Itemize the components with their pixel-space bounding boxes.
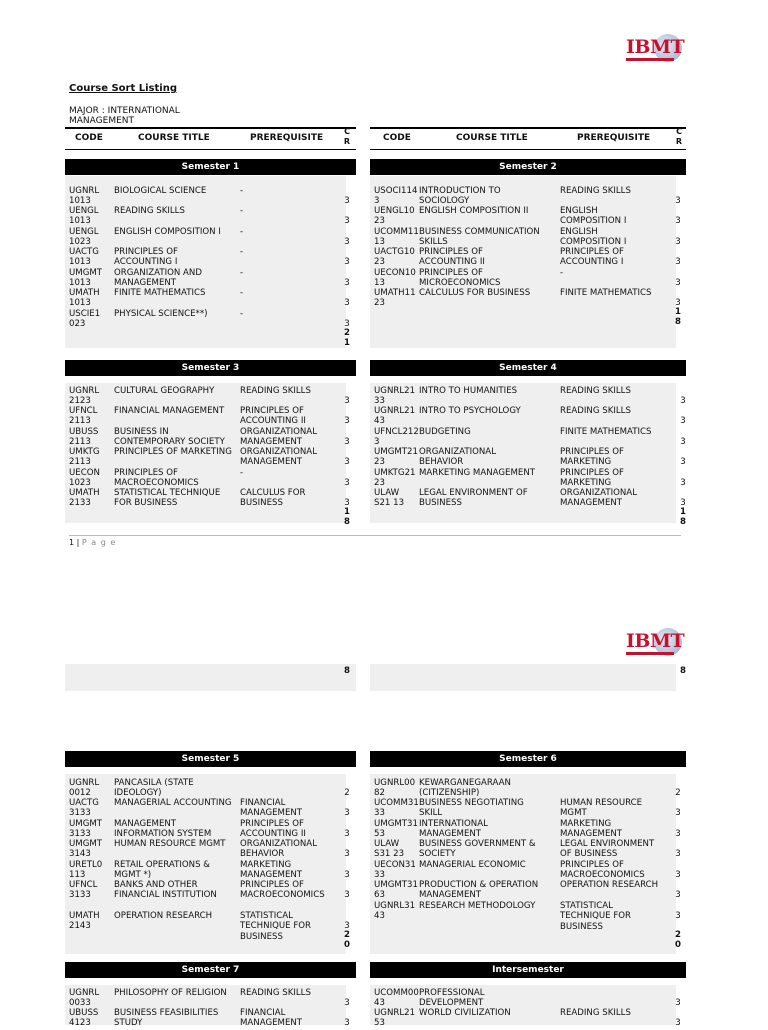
course-credit: 3 xyxy=(680,478,686,488)
course-prerequisite: ORGANIZATIONAL BEHAVIOR xyxy=(240,839,317,860)
course-code: URETL0 113 xyxy=(69,860,103,881)
course-prerequisite: FINITE MATHEMATICS xyxy=(560,288,652,298)
course-title: PRINCIPLES OF MACROECONOMICS xyxy=(114,468,199,489)
course-title: PRINCIPLES OF ACCOUNTING II xyxy=(419,247,485,268)
semester-header-s4: Semester 4 xyxy=(370,360,686,376)
course-prerequisite: - xyxy=(240,288,244,298)
course-code: USCIE1 023 xyxy=(69,309,101,330)
course-code: UFNCL212 3 xyxy=(374,427,419,448)
course-row xyxy=(69,778,352,800)
course-prerequisite: - xyxy=(240,268,244,278)
course-credit: 3 xyxy=(344,1018,350,1028)
course-credit: 3 xyxy=(344,396,350,406)
course-title: MANAGERIAL ACCOUNTING xyxy=(114,798,232,808)
course-prerequisite: - xyxy=(240,206,244,216)
course-row xyxy=(374,247,682,269)
course-code: UMGMT 1013 xyxy=(69,268,103,289)
course-title: CALCULUS FOR BUSINESS xyxy=(419,288,531,298)
course-row xyxy=(374,880,682,902)
course-code: UMGMT31 53 xyxy=(374,819,418,840)
course-row xyxy=(69,880,352,902)
course-title: BIOLOGICAL SCIENCE xyxy=(114,186,207,196)
logo-underline xyxy=(626,652,674,655)
course-credit: 3 xyxy=(344,237,350,247)
course-title: FINITE MATHEMATICS xyxy=(114,288,206,298)
course-row xyxy=(69,227,352,249)
course-prerequisite: PRINCIPLES OF MARKETING xyxy=(560,447,624,468)
course-code: UACTG 1013 xyxy=(69,247,99,268)
course-code: UCOMM11 13 xyxy=(374,227,419,248)
course-row xyxy=(374,227,682,249)
course-credit: 3 xyxy=(344,319,350,329)
course-prerequisite: READING SKILLS xyxy=(560,386,631,396)
course-code: ULAW S31 23 xyxy=(374,839,405,860)
course-credit: 3 xyxy=(344,196,350,206)
course-title: OPERATION RESEARCH xyxy=(114,911,213,921)
course-title: ENGLISH COMPOSITION II xyxy=(419,206,529,216)
course-code: UMATH 2133 xyxy=(69,488,100,509)
carry-box-left xyxy=(65,664,356,691)
course-code: ULAW S21 13 xyxy=(374,488,405,509)
course-code: UECON31 33 xyxy=(374,860,416,881)
course-prerequisite: FINITE MATHEMATICS xyxy=(560,427,652,437)
course-code: UCOMM00 43 xyxy=(374,988,419,1009)
course-row xyxy=(374,488,686,510)
course-row xyxy=(374,186,682,208)
course-code: UGNRL 2123 xyxy=(69,386,100,407)
course-title: INTRO TO HUMANITIES xyxy=(419,386,518,396)
course-prerequisite: READING SKILLS xyxy=(240,988,311,998)
course-row xyxy=(374,386,686,408)
course-row xyxy=(374,447,686,469)
course-credit: 3 xyxy=(675,870,681,880)
course-prerequisite: CALCULUS FOR BUSINESS xyxy=(240,488,306,509)
course-code: UMGMT 3143 xyxy=(69,839,103,860)
course-title: BUSINESS COMMUNICATION SKILLS xyxy=(419,227,540,248)
course-prerequisite: PRINCIPLES OF MACROECONOMICS xyxy=(240,880,325,901)
course-title: FINANCIAL MANAGEMENT xyxy=(114,406,225,416)
course-row xyxy=(69,798,352,820)
semester-header-s3: Semester 3 xyxy=(65,360,356,376)
course-code: UFNCL 3133 xyxy=(69,880,98,901)
semester-header-s7: Semester 7 xyxy=(65,962,356,978)
course-code: UGNRL 0012 xyxy=(69,778,100,799)
semester-total-s6: 2 0 xyxy=(675,930,681,951)
course-credit: 3 xyxy=(680,396,686,406)
semester-header-s2: Semester 2 xyxy=(370,159,686,175)
course-row xyxy=(69,288,352,310)
major-label: MAJOR : INTERNATIONAL MANAGEMENT xyxy=(69,106,180,126)
course-credit: 3 xyxy=(344,921,350,931)
course-credit: 3 xyxy=(344,257,350,267)
table-header-left xyxy=(65,127,356,150)
course-prerequisite: FINANCIAL MANAGEMENT xyxy=(240,1008,303,1029)
course-credit: 3 xyxy=(344,498,350,508)
header-prerequisite: PREREQUISITE xyxy=(577,133,651,143)
course-credit: 3 xyxy=(680,498,686,508)
course-row xyxy=(374,288,682,310)
course-code: UECON10 13 xyxy=(374,268,416,289)
course-code: UGNRL31 43 xyxy=(374,901,416,922)
course-code: UGNRL21 33 xyxy=(374,386,416,407)
course-prerequisite: READING SKILLS xyxy=(560,186,631,196)
course-prerequisite: - xyxy=(240,247,244,257)
course-credit: 2 xyxy=(675,788,681,798)
course-prerequisite: STATISTICAL TECHNIQUE FOR BUSINESS xyxy=(240,911,311,942)
course-row xyxy=(69,488,352,510)
course-code: UGNRL 1013 xyxy=(69,186,100,207)
course-title: RETAIL OPERATIONS & MGMT *) xyxy=(114,860,210,881)
course-prerequisite: - xyxy=(240,468,244,478)
course-row xyxy=(69,268,352,290)
course-title: RESEARCH METHODOLOGY xyxy=(419,901,536,911)
course-prerequisite: ORGANIZATIONAL MANAGEMENT xyxy=(240,447,317,468)
course-code: UECON 1023 xyxy=(69,468,100,489)
course-credit: 3 xyxy=(680,416,686,426)
course-credit: 3 xyxy=(344,829,350,839)
page-footer xyxy=(69,538,116,547)
course-title: INTRODUCTION TO SOCIOLOGY xyxy=(419,186,501,207)
course-code: UMATH11 23 xyxy=(374,288,416,309)
semester-header-inter: Intersemester xyxy=(370,962,686,978)
course-title: LEGAL ENVIRONMENT OF BUSINESS xyxy=(419,488,528,509)
course-credit: 3 xyxy=(675,237,681,247)
course-code: UGNRL00 82 xyxy=(374,778,416,799)
logo-text: IBMT xyxy=(626,630,685,652)
course-code: UMATH 2143 xyxy=(69,911,100,932)
course-credit: 3 xyxy=(344,216,350,226)
course-row xyxy=(374,988,682,1010)
course-code: UMGMT 3133 xyxy=(69,819,103,840)
course-title: BUSINESS IN CONTEMPORARY SOCIETY xyxy=(114,427,225,448)
course-prerequisite: - xyxy=(560,268,564,278)
course-code: UENGL 1023 xyxy=(69,227,99,248)
course-prerequisite: PRINCIPLES OF ACCOUNTING I xyxy=(560,247,624,268)
footer-rule xyxy=(69,535,681,536)
table-header-right xyxy=(370,127,686,150)
course-code: UENGL10 23 xyxy=(374,206,415,227)
course-credit: 3 xyxy=(675,808,681,818)
course-credit: 3 xyxy=(344,849,350,859)
course-credit: 3 xyxy=(680,457,686,467)
course-prerequisite: ENGLISH COMPOSITION I xyxy=(560,206,627,227)
course-row xyxy=(69,309,352,331)
course-credit: 3 xyxy=(675,257,681,267)
course-title: BUSINESS FEASIBILITIES STUDY xyxy=(114,1008,219,1029)
logo-text: IBMT xyxy=(626,36,685,58)
course-code: UGNRL21 43 xyxy=(374,406,416,427)
course-row xyxy=(374,406,686,428)
course-title: BANKS AND OTHER FINANCIAL INSTITUTION xyxy=(114,880,217,901)
course-row xyxy=(374,798,682,820)
course-credit: 3 xyxy=(675,298,681,308)
course-title: ORGANIZATION AND MANAGEMENT xyxy=(114,268,202,289)
semester-header-s5: Semester 5 xyxy=(65,751,356,767)
course-row xyxy=(69,206,352,228)
course-title: MANAGERIAL ECONOMIC xyxy=(419,860,526,870)
course-prerequisite: MARKETING MANAGEMENT xyxy=(240,860,303,881)
course-credit: 3 xyxy=(675,829,681,839)
course-credit: 3 xyxy=(680,437,686,447)
course-code: UGNRL 0033 xyxy=(69,988,100,1009)
course-row xyxy=(374,1008,682,1030)
header-course-title: COURSE TITLE xyxy=(138,133,210,143)
course-title: PRINCIPLES OF MARKETING xyxy=(114,447,232,457)
course-title: PHILOSOPHY OF RELIGION xyxy=(114,988,227,998)
semester-total-s2: 1 8 xyxy=(675,307,681,328)
course-row xyxy=(69,427,352,449)
course-credit: 3 xyxy=(344,298,350,308)
course-row xyxy=(69,186,352,208)
header-cr: C R xyxy=(343,127,351,146)
course-row xyxy=(69,988,352,1010)
course-prerequisite: READING SKILLS xyxy=(240,386,311,396)
course-credit: 3 xyxy=(675,849,681,859)
ibmt-logo xyxy=(626,30,688,70)
course-code: UGNRL21 53 xyxy=(374,1008,416,1029)
course-credit: 3 xyxy=(344,870,350,880)
course-title: READING SKILLS xyxy=(114,206,185,216)
course-title: KEWARGANEGARAAN (CITIZENSHIP) xyxy=(419,778,511,799)
course-row xyxy=(374,778,682,800)
logo-underline xyxy=(626,58,674,61)
course-title: PANCASILA (STATE IDEOLOGY) xyxy=(114,778,194,799)
course-credit: 3 xyxy=(344,808,350,818)
course-prerequisite: PRINCIPLES OF ACCOUNTING II xyxy=(240,819,306,840)
course-credit: 3 xyxy=(675,998,681,1008)
course-row xyxy=(69,406,352,428)
header-code: CODE xyxy=(383,133,411,143)
course-prerequisite: PRINCIPLES OF MARKETING xyxy=(560,468,624,489)
course-credit: 3 xyxy=(344,437,350,447)
semester-total-s3: 1 8 xyxy=(344,507,350,528)
course-row xyxy=(374,819,682,841)
course-prerequisite: LEGAL ENVIRONMENT OF BUSINESS xyxy=(560,839,655,860)
course-title: CULTURAL GEOGRAPHY xyxy=(114,386,215,396)
course-code: UMKTG21 23 xyxy=(374,468,416,489)
course-credit: 2 xyxy=(344,788,350,798)
header-course-title: COURSE TITLE xyxy=(456,133,528,143)
course-title: BUSINESS GOVERNMENT & SOCIETY xyxy=(419,839,536,860)
course-row xyxy=(69,819,352,841)
header-prerequisite: PREREQUISITE xyxy=(250,133,324,143)
semester-total-s4: 1 8 xyxy=(680,507,686,528)
course-title: PRODUCTION & OPERATION MANAGEMENT xyxy=(419,880,539,901)
course-prerequisite: HUMAN RESOURCE MGMT xyxy=(560,798,643,819)
page-number: 1 xyxy=(69,538,75,547)
page-title: Course Sort Listing xyxy=(69,83,177,94)
course-code: USOCI114 3 xyxy=(374,186,418,207)
course-title: HUMAN RESOURCE MGMT xyxy=(114,839,226,849)
course-code: UENGL 1013 xyxy=(69,206,99,227)
course-title: WORLD CIVILIZATION xyxy=(419,1008,511,1018)
course-prerequisite: OPERATION RESEARCH xyxy=(560,880,659,890)
carry-box-right xyxy=(370,664,676,691)
course-prerequisite: - xyxy=(240,309,244,319)
course-row xyxy=(374,268,682,290)
header-code: CODE xyxy=(75,133,103,143)
course-title: ENGLISH COMPOSITION I xyxy=(114,227,221,237)
course-code: UACTG10 23 xyxy=(374,247,415,268)
course-title: BUSINESS NEGOTIATING SKILL xyxy=(419,798,524,819)
course-title: PRINCIPLES OF MICROECONOMICS xyxy=(419,268,501,289)
header-cr: C R xyxy=(675,127,683,146)
course-prerequisite: READING SKILLS xyxy=(560,406,631,416)
course-prerequisite: READING SKILLS xyxy=(560,1008,631,1018)
semester-header-s6: Semester 6 xyxy=(370,751,686,767)
course-prerequisite: ENGLISH COMPOSITION I xyxy=(560,227,627,248)
course-credit: 3 xyxy=(675,216,681,226)
page-word: P a g e xyxy=(81,538,117,547)
course-prerequisite: STATISTICAL TECHNIQUE FOR BUSINESS xyxy=(560,901,631,932)
course-credit: 3 xyxy=(344,998,350,1008)
course-code: UMGMT21 23 xyxy=(374,447,418,468)
page-separator: | xyxy=(76,538,80,547)
course-code: UMKTG 2113 xyxy=(69,447,100,468)
course-title: INTRO TO PSYCHOLOGY xyxy=(419,406,521,416)
course-prerequisite: FINANCIAL MANAGEMENT xyxy=(240,798,303,819)
course-credit: 3 xyxy=(344,278,350,288)
semester-total-s1: 2 1 xyxy=(344,328,350,349)
course-credit: 3 xyxy=(344,890,350,900)
course-prerequisite: ORGANIZATIONAL MANAGEMENT xyxy=(240,427,317,448)
course-row xyxy=(374,427,686,449)
course-title: INTERNATIONAL MANAGEMENT xyxy=(419,819,488,840)
carry-total-left: 8 xyxy=(344,666,350,676)
course-row xyxy=(69,468,352,490)
semester-header-s1: Semester 1 xyxy=(65,159,356,175)
carry-total-right: 8 xyxy=(680,666,686,676)
course-row xyxy=(69,447,352,469)
course-prerequisite: MARKETING MANAGEMENT xyxy=(560,819,623,840)
course-row xyxy=(69,247,352,269)
course-title: PRINCIPLES OF ACCOUNTING I xyxy=(114,247,178,268)
course-prerequisite: - xyxy=(240,186,244,196)
course-code: UACTG 3133 xyxy=(69,798,99,819)
course-row xyxy=(69,386,352,408)
semester-total-s5: 2 0 xyxy=(344,930,350,951)
course-row xyxy=(69,860,352,882)
course-row xyxy=(374,860,682,882)
course-code: UBUSS 4123 xyxy=(69,1008,99,1029)
course-row xyxy=(69,1008,352,1030)
course-code: UCOMM31 33 xyxy=(374,798,419,819)
course-credit: 3 xyxy=(344,478,350,488)
course-prerequisite: PRINCIPLES OF MACROECONOMICS xyxy=(560,860,645,881)
course-title: MARKETING MANAGEMENT xyxy=(419,468,535,478)
course-title: STATISTICAL TECHNIQUE FOR BUSINESS xyxy=(114,488,221,509)
course-row xyxy=(374,206,682,228)
course-prerequisite: PRINCIPLES OF ACCOUNTING II xyxy=(240,406,306,427)
course-title: ORGANIZATIONAL BEHAVIOR xyxy=(419,447,496,468)
course-credit: 3 xyxy=(344,416,350,426)
ibmt-logo-page2 xyxy=(626,624,688,664)
course-prerequisite: ORGANIZATIONAL MANAGEMENT xyxy=(560,488,637,509)
course-code: UFNCL 2113 xyxy=(69,406,98,427)
course-credit: 3 xyxy=(675,196,681,206)
course-row xyxy=(374,839,682,861)
course-title: PROFESSIONAL DEVELOPMENT xyxy=(419,988,485,1009)
course-row xyxy=(69,839,352,861)
course-row xyxy=(374,468,686,490)
course-prerequisite: - xyxy=(240,227,244,237)
course-credit: 3 xyxy=(675,911,681,921)
course-title: BUDGETING xyxy=(419,427,471,437)
course-row xyxy=(374,901,682,932)
course-code: UMGMT31 63 xyxy=(374,880,418,901)
course-code: UBUSS 2113 xyxy=(69,427,99,448)
course-title: MANAGEMENT INFORMATION SYSTEM xyxy=(114,819,212,840)
course-credit: 3 xyxy=(344,457,350,467)
course-code: UMATH 1013 xyxy=(69,288,100,309)
course-credit: 3 xyxy=(675,278,681,288)
course-credit: 3 xyxy=(675,890,681,900)
course-title: PHYSICAL SCIENCE**) xyxy=(114,309,208,319)
course-credit: 3 xyxy=(675,1018,681,1028)
